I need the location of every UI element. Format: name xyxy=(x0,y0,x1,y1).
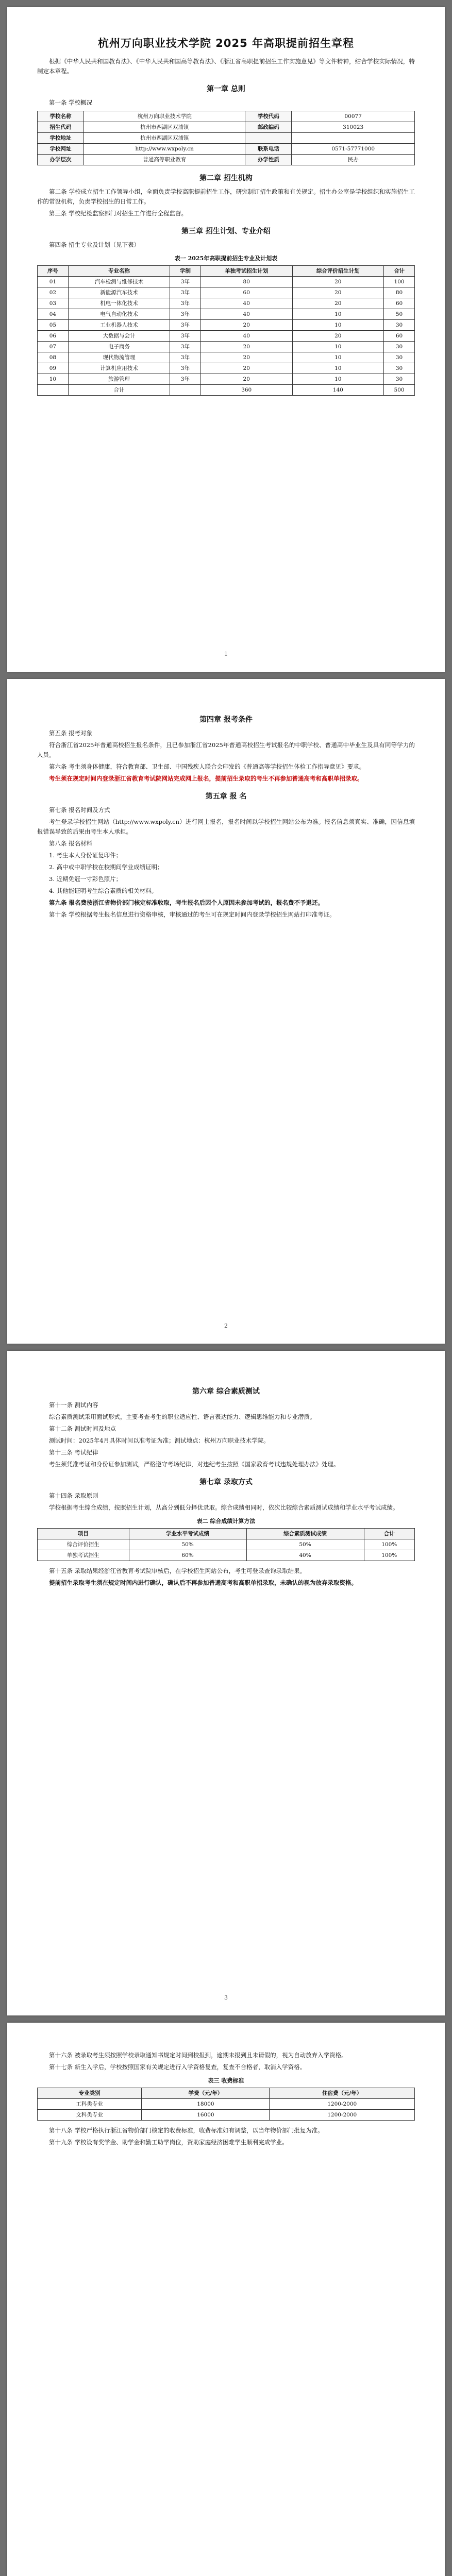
table-cell: 16000 xyxy=(142,2110,270,2121)
table-cell: 30 xyxy=(384,374,415,385)
page-content xyxy=(37,707,415,922)
table-cell: 学业水平考试成绩 xyxy=(129,1529,246,1539)
table-cell: 06 xyxy=(38,331,69,342)
table-cell: 杭州市西湖区双浦镇 xyxy=(84,122,245,133)
table-cell: 学校地址 xyxy=(38,133,84,144)
table-cell: 综合评价招生 xyxy=(38,1539,129,1550)
paragraph: 根据《中华人民共和国教育法》、《中华人民共和国高等教育法》、《浙江省高职提前招生工作实施意见》等文件精神，结合学校实际情况，特制定本章程。 xyxy=(37,58,415,75)
table-cell: 电子商务 xyxy=(68,342,170,352)
page-number: 3 xyxy=(224,1994,228,2001)
table-cell: 05 xyxy=(38,320,69,331)
table-cell: 01 xyxy=(38,277,69,287)
table-cell: 100 xyxy=(384,277,415,287)
table-cell xyxy=(292,133,415,144)
table-cell: 学校名称 xyxy=(38,111,84,122)
table-cell: 10 xyxy=(292,374,384,385)
table-cell: 3年 xyxy=(170,331,201,342)
chapter-heading: 第三章 招生计划、专业介绍 xyxy=(181,227,271,235)
table-cell: 00077 xyxy=(292,111,415,122)
table-cell: 综合素质测试成绩 xyxy=(246,1529,364,1539)
paragraph: 第三条 学校纪检监察部门对招生工作进行全程监督。 xyxy=(49,210,188,217)
table-cell: 04 xyxy=(38,309,69,320)
table-cell: 招生代码 xyxy=(38,122,84,133)
table-cell: 50% xyxy=(246,1539,364,1550)
paragraph: 第七条 报名时间及方式 xyxy=(49,806,110,814)
table-cell: 汽车检测与维修技术 xyxy=(68,277,170,287)
table-cell: 民办 xyxy=(292,155,415,165)
highlight-paragraph: 考生须在规定时间内登录浙江省教育考试院网站完成网上报名，提前招生录取的考生不再参加普通高考和高职单招录取。 xyxy=(49,775,363,782)
table-cell: 10 xyxy=(292,342,384,352)
table-row xyxy=(38,342,415,352)
table-row xyxy=(38,385,415,396)
table-cell: 学费（元/年） xyxy=(142,2088,270,2099)
table-cell: 10 xyxy=(292,352,384,363)
table-cell: 30 xyxy=(384,320,415,331)
document xyxy=(0,7,452,2576)
table-cell: 单独考试招生计划 xyxy=(200,266,292,277)
table-row xyxy=(38,331,415,342)
table-row xyxy=(38,2110,415,2121)
table-cell: 合计 xyxy=(384,266,415,277)
table-cell: 1200-2000 xyxy=(270,2110,415,2121)
table-row xyxy=(38,309,415,320)
table-row xyxy=(38,133,415,144)
table-cell: 10 xyxy=(292,320,384,331)
table-cell: 杭州万向职业技术学院 xyxy=(84,111,245,122)
table-cell: 100% xyxy=(364,1550,414,1561)
table-cell: 联系电话 xyxy=(245,144,292,155)
table-cell: 18000 xyxy=(142,2099,270,2110)
page xyxy=(7,7,445,672)
table-cell: 20 xyxy=(200,342,292,352)
chapter-heading: 第四章 报考条件 xyxy=(199,716,253,724)
table-cell: 10 xyxy=(292,363,384,374)
table-cell: 普通高等职业教育 xyxy=(84,155,245,165)
table-row xyxy=(38,2099,415,2110)
table-caption: 表二 综合成绩计算方法 xyxy=(196,1518,256,1524)
table-cell: 大数据与会计 xyxy=(68,331,170,342)
paragraph: 4. 其他能证明考生综合素质的相关材料。 xyxy=(49,887,158,894)
table-row xyxy=(38,277,415,287)
table-row xyxy=(38,374,415,385)
table-cell xyxy=(245,133,292,144)
table-row xyxy=(38,122,415,133)
paragraph: 第十二条 测试时间及地点 xyxy=(49,1425,116,1432)
table-cell: 20 xyxy=(292,287,384,298)
table-cell: 02 xyxy=(38,287,69,298)
table-cell: 50 xyxy=(384,309,415,320)
table-cell: 1200-2000 xyxy=(270,2099,415,2110)
table-cell: 新能源汽车技术 xyxy=(68,287,170,298)
paragraph: 第五条 报考对象 xyxy=(49,730,93,737)
chapter-heading: 第五章 报 名 xyxy=(205,792,247,801)
table-cell: 3年 xyxy=(170,374,201,385)
table-row xyxy=(38,1539,415,1550)
table-cell: 邮政编码 xyxy=(245,122,292,133)
paragraph: 第八条 报名材料 xyxy=(49,840,93,847)
table-cell: 项目 xyxy=(38,1529,129,1539)
paragraph: 3. 近期免冠一寸彩色照片； xyxy=(49,875,122,883)
paragraph: 第十六条 被录取考生须按照学校录取通知书规定时间到校报到，逾期未报到且未请假的，视为自动放弃入学资格。 xyxy=(49,2052,347,2059)
paragraph: 第十四条 录取原则 xyxy=(49,1492,98,1499)
table-cell: 60 xyxy=(384,331,415,342)
table-cell: 合计 xyxy=(68,385,170,396)
page-number: 2 xyxy=(224,1323,228,1329)
chapter-heading: 第二章 招生机构 xyxy=(199,174,253,182)
paragraph: 学校根据考生综合成绩，按照招生计划，从高分到低分择优录取。综合成绩相同时，依次比较综合素质测试成绩和学业水平考试成绩。 xyxy=(49,1504,399,1511)
table-row xyxy=(38,320,415,331)
table-header-row xyxy=(38,1529,415,1539)
table-cell: 60 xyxy=(384,298,415,309)
table-cell: 60% xyxy=(129,1550,246,1561)
paragraph: 符合浙江省2025年普通高校招生报名条件，且已参加浙江省2025年普通高校招生考试报名的中职学校、普通高中毕业生及具有同等学力的人员。 xyxy=(37,741,415,758)
table-cell: 80 xyxy=(200,277,292,287)
table-cell: 30 xyxy=(384,352,415,363)
table-cell: 文科类专业 xyxy=(38,2110,142,2121)
page-content xyxy=(37,1379,415,1590)
table-row xyxy=(38,298,415,309)
table-cell: 20 xyxy=(200,352,292,363)
data-table xyxy=(37,111,415,165)
table-cell: 办学层次 xyxy=(38,155,84,165)
table-cell: 工科类专业 xyxy=(38,2099,142,2110)
paragraph: 第十五条 录取结果经浙江省教育考试院审核后，在学校招生网站公布，考生可登录查询录取结果。 xyxy=(49,1567,306,1574)
paragraph: 综合素质测试采用面试形式，主要考查考生的职业适应性、语言表达能力、逻辑思维能力和专业潜质。 xyxy=(49,1413,316,1420)
table-row xyxy=(38,111,415,122)
table-cell: 20 xyxy=(292,331,384,342)
table-row xyxy=(38,352,415,363)
table-cell: 专业类别 xyxy=(38,2088,142,2099)
table-cell xyxy=(170,385,201,396)
table-cell: 3年 xyxy=(170,277,201,287)
table-row xyxy=(38,1550,415,1561)
table-cell: 310023 xyxy=(292,122,415,133)
table-cell: 3年 xyxy=(170,287,201,298)
table-cell: http://www.wxpoly.cn xyxy=(84,144,245,155)
table-cell: 03 xyxy=(38,298,69,309)
table-cell: 学制 xyxy=(170,266,201,277)
table-cell: 机电一体化技术 xyxy=(68,298,170,309)
paragraph: 第四条 招生专业及计划（见下表） xyxy=(49,241,140,248)
table-header-row xyxy=(38,266,415,277)
paragraph: 第十七条 新生入学后，学校按照国家有关规定进行入学资格复查，复查不合格者，取消入学资格。 xyxy=(49,2063,306,2071)
data-table xyxy=(37,1528,415,1561)
document-title: 杭州万向职业技术学院 2025 年高职提前招生章程 xyxy=(97,37,355,49)
table-cell: 3年 xyxy=(170,320,201,331)
table-cell: 07 xyxy=(38,342,69,352)
table-cell: 500 xyxy=(384,385,415,396)
table-cell xyxy=(38,385,69,396)
table-cell: 学校代码 xyxy=(245,111,292,122)
table-cell: 40 xyxy=(200,298,292,309)
table-cell: 10 xyxy=(292,309,384,320)
paragraph: 测试时间：2025年4月具体时间以准考证为准；测试地点：杭州万向职业技术学院。 xyxy=(49,1437,270,1444)
table-cell: 40 xyxy=(200,309,292,320)
page xyxy=(7,2023,445,2576)
paragraph: 第一条 学校概况 xyxy=(49,99,93,106)
table-cell: 60 xyxy=(200,287,292,298)
page xyxy=(7,679,445,1344)
bold-paragraph: 第九条 报名费按浙江省物价部门核定标准收取，考生报名后因个人原因未参加考试的，报名费不予退还。 xyxy=(49,899,324,906)
paragraph: 第十三条 考试纪律 xyxy=(49,1449,98,1456)
table-cell: 0571-57771000 xyxy=(292,144,415,155)
table-row xyxy=(38,155,415,165)
table-cell: 08 xyxy=(38,352,69,363)
table-cell: 40% xyxy=(246,1550,364,1561)
table-cell: 20 xyxy=(200,374,292,385)
paragraph: 1. 考生本人身份证复印件； xyxy=(49,852,122,859)
table-cell: 杭州市西湖区双浦镇 xyxy=(84,133,245,144)
table-cell: 专业名称 xyxy=(68,266,170,277)
table-cell: 50% xyxy=(129,1539,246,1550)
table-caption: 表三 收费标准 xyxy=(208,2077,244,2084)
paragraph: 2. 高中或中职学校在校期间学业成绩证明； xyxy=(49,863,163,871)
table-cell: 电气自动化技术 xyxy=(68,309,170,320)
paragraph: 第十一条 测试内容 xyxy=(49,1401,98,1409)
table-cell: 单独考试招生 xyxy=(38,1550,129,1561)
paragraph: 考生登录学校招生网站（http://www.wxpoly.cn）进行网上报名，报名时间以学校招生网站公布为准。报名信息须真实、准确，因信息填报错误导致的后果由考生本人承担。 xyxy=(37,818,415,835)
table-cell: 3年 xyxy=(170,352,201,363)
table-row xyxy=(38,144,415,155)
table-cell: 20 xyxy=(292,298,384,309)
table-cell: 360 xyxy=(200,385,292,396)
paragraph: 第二条 学校成立招生工作领导小组，全面负责学校高职提前招生工作，研究制订招生政策和有关规定。招生办公室是学校组织和实施招生工作的常设机构，负责学校招生的日常工作。 xyxy=(37,188,415,205)
table-cell: 3年 xyxy=(170,363,201,374)
table-cell: 3年 xyxy=(170,298,201,309)
table-cell: 工业机器人技术 xyxy=(68,320,170,331)
paragraph: 第十九条 学校设有奖学金、助学金和勤工助学岗位，资助家庭经济困难学生顺利完成学业。 xyxy=(49,2139,288,2146)
table-caption: 表一 2025年高职提前招生专业及计划表 xyxy=(174,255,278,262)
page-number: 1 xyxy=(224,651,228,657)
table-cell: 3年 xyxy=(170,342,201,352)
table-row xyxy=(38,287,415,298)
data-table xyxy=(37,2088,415,2121)
table-cell: 旅游管理 xyxy=(68,374,170,385)
table-cell: 30 xyxy=(384,363,415,374)
table-cell: 30 xyxy=(384,342,415,352)
table-cell: 20 xyxy=(200,320,292,331)
page-content xyxy=(37,35,415,401)
table-cell: 100% xyxy=(364,1539,414,1550)
table-cell: 80 xyxy=(384,287,415,298)
table-cell: 10 xyxy=(38,374,69,385)
table-cell: 20 xyxy=(292,277,384,287)
table-cell: 现代物流管理 xyxy=(68,352,170,363)
table-header-row xyxy=(38,2088,415,2099)
page xyxy=(7,1351,445,2015)
table-cell: 09 xyxy=(38,363,69,374)
paragraph: 考生须凭准考证和身份证参加测试，严格遵守考场纪律，对违纪考生按照《国家教育考试违规处理办法》处理。 xyxy=(49,1461,340,1468)
table-cell: 20 xyxy=(200,363,292,374)
table-cell: 序号 xyxy=(38,266,69,277)
bold-paragraph: 提前招生录取考生须在规定时间内进行确认，确认后不再参加普通高考和高职单招录取，未确认的视为放弃录取资格。 xyxy=(49,1579,357,1586)
table-cell: 学校网址 xyxy=(38,144,84,155)
table-cell: 住宿费（元/年） xyxy=(270,2088,415,2099)
table-cell: 计算机应用技术 xyxy=(68,363,170,374)
table-cell: 合计 xyxy=(364,1529,414,1539)
table-cell: 3年 xyxy=(170,309,201,320)
paragraph: 第六条 考生须身体健康，符合教育部、卫生部、中国残疾人联合会印发的《普通高等学校招生体检工作指导意见》要求。 xyxy=(49,763,365,770)
data-table xyxy=(37,265,415,396)
table-cell: 140 xyxy=(292,385,384,396)
chapter-heading: 第一章 总则 xyxy=(207,85,245,93)
table-cell: 办学性质 xyxy=(245,155,292,165)
paragraph: 第十八条 学校严格执行浙江省物价部门核定的收费标准，收费标准如有调整，以当年物价部门批复为准。 xyxy=(49,2127,324,2134)
table-row xyxy=(38,363,415,374)
table-cell: 40 xyxy=(200,331,292,342)
chapter-heading: 第六章 综合素质测试 xyxy=(192,1387,260,1396)
paragraph: 第十条 学校根据考生报名信息进行资格审核，审核通过的考生可在规定时间内登录学校招生网站打印准考证。 xyxy=(49,911,336,918)
table-cell: 综合评价招生计划 xyxy=(292,266,384,277)
chapter-heading: 第七章 录取方式 xyxy=(199,1478,253,1486)
page-content xyxy=(37,2050,415,2149)
